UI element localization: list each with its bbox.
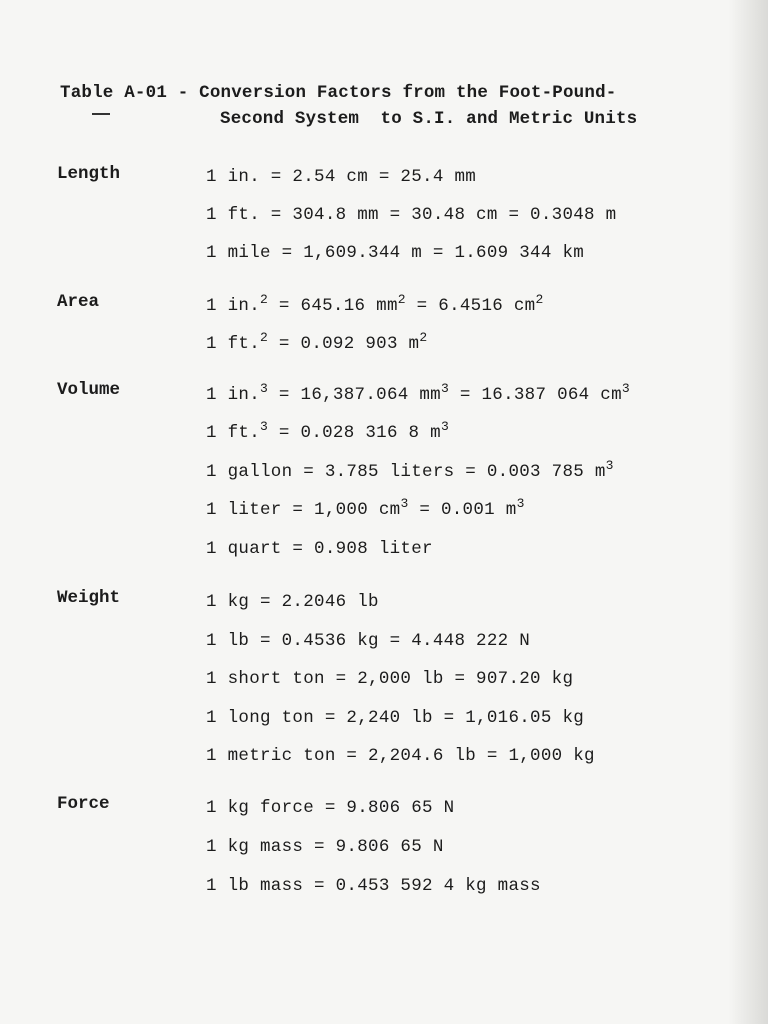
length-row-2: 1 ft. = 304.8 mm = 30.48 cm = 0.3048 m	[206, 205, 617, 225]
weight-row-2: 1 lb = 0.4536 kg = 4.448 222 N	[206, 631, 531, 651]
volume-row-1: 1 in.$^3$ = 16,387.064 $mm^3 = 16.387$ 064 $cm^3$	[206, 381, 630, 405]
section-label-volume: Volume	[57, 380, 121, 400]
force-row-2: 1 kg mass = 9.806 65 N	[206, 837, 444, 857]
weight-row-4: 1 long ton = 2,240 lb = 1,016.05 kg	[206, 708, 585, 728]
volume-row-4: 1 liter = 1,000 $cm^3 = 0.001$ $m^3$	[206, 496, 525, 520]
table-title-line-1: Table A-01 - Conversion Factors from the Foot-Pound-	[60, 83, 617, 103]
pen-mark	[92, 113, 110, 115]
weight-row-3: 1 short ton = 2,000 lb = 907.20 kg	[206, 669, 574, 689]
weight-row-1: 1 kg = 2.2046 lb	[206, 592, 379, 612]
section-label-weight: Weight	[57, 588, 121, 608]
area-row-2: 1 ft.$^2$ = 0.092 903 $m^2$	[206, 330, 428, 354]
length-row-1: 1 in. = 2.54 cm = 25.4 mm	[206, 167, 477, 187]
weight-row-5: 1 metric ton = 2,204.6 lb = 1,000 kg	[206, 746, 595, 766]
length-row-3: 1 mile = 1,609.344 m = 1.609 344 km	[206, 243, 585, 263]
section-label-length: Length	[57, 164, 121, 184]
table-title	[60, 80, 637, 132]
volume-row-2: 1 ft.$^3$ = 0.028 316 8 $m^3$	[206, 419, 450, 443]
section-label-area: Area	[57, 292, 100, 312]
page-edge-shadow	[728, 0, 768, 1024]
force-row-1: 1 kg force = 9.806 65 N	[206, 798, 455, 818]
area-row-1: 1 in.$^2$ = 645.16 $mm^2 = 6.4516$ $cm^2$	[206, 292, 544, 316]
table-title-line-2: Second System to S.I. and Metric Units	[220, 109, 638, 129]
section-label-force: Force	[57, 794, 110, 814]
volume-row-3: 1 gallon = 3.785 liters = 0.003 785 $m^3$	[206, 458, 614, 482]
volume-row-5: 1 quart = 0.908 liter	[206, 539, 433, 559]
force-row-3: 1 lb mass = 0.453 592 4 kg mass	[206, 876, 541, 896]
